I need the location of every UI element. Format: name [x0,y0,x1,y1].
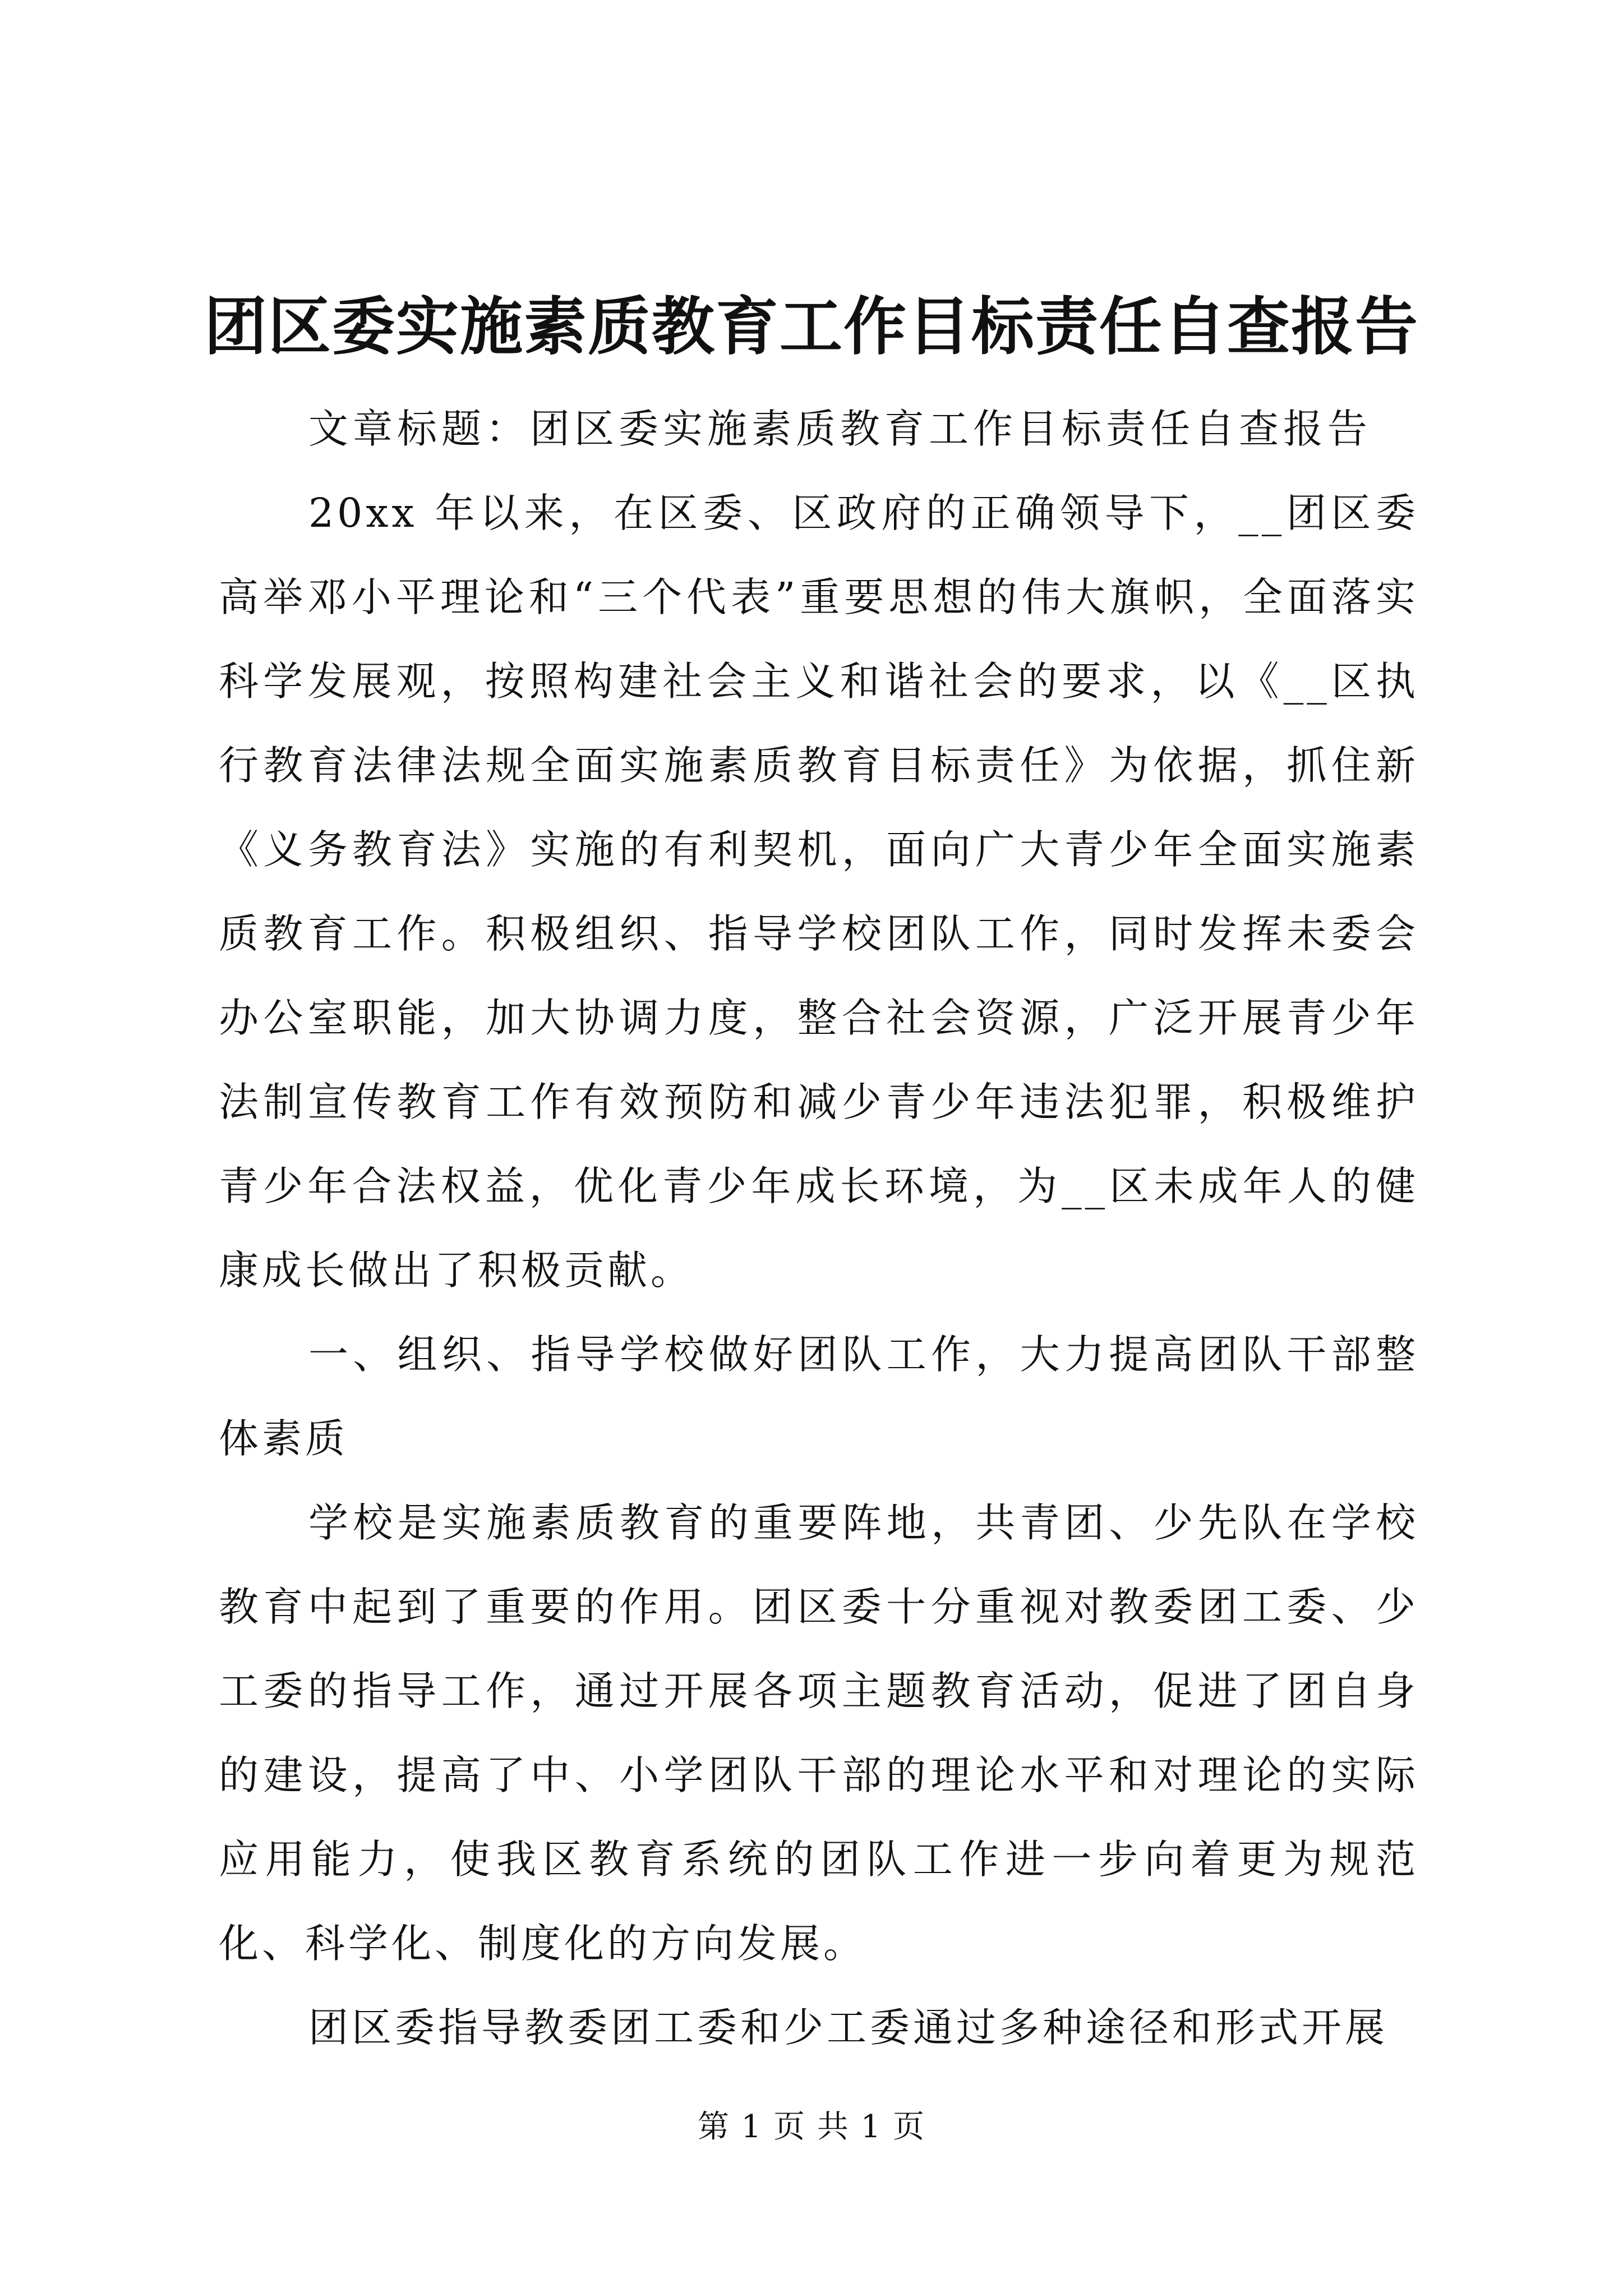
document-title: 团区委实施素质教育工作目标责任自查报告 [204,290,1419,364]
section-heading-1: 一、组织、指导学校做好团队工作，大力提高团队干部整体素质 [219,1331,1419,1462]
section-1-paragraph: 学校是实施素质教育的重要阵地，共青团、少先队在学校教育中起到了重要的作用。团区委十分重视对教委团工委、少工委的指导工作，通过开展各项主题教育活动，促进了团自身的建设，提高了中、小学团队干部的理论水平和对理论的实际应用能力，使我区教育系统的团队工作进一步向着更为规范化、科学化、制度化的方向发展。 [219,1499,1419,1967]
document-body [219,387,1419,2070]
intro-paragraph: 20xx 年以来，在区委、区政府的正确领导下，__团区委高举邓小平理论和“三个代表”重要思想的伟大旗帜，全面落实科学发展观，按照构建社会主义和谐社会的要求，以《__区执行教育法律法规全面实施素质教育目标责任》为依据，抓住新《义务教育法》实施的有利契机，面向广大青少年全面实施素质教育工作。积极组织、指导学校团队工作，同时发挥未委会办公室职能，加大协调力度，整合社会资源，广泛开展青少年法制宣传教育工作有效预防和减少青少年违法犯罪，积极维护青少年合法权益，优化青少年成长环境，为__区未成年人的健康成长做出了积极贡献。 [219,490,1419,1294]
page-footer: 第 1 页 共 1 页 [697,2109,926,2145]
article-title-line: 文章标题：团区委实施素质教育工作目标责任自查报告 [308,406,1372,452]
section-1-paragraph-continued: 团区委指导教委团工委和少工委通过多种途径和形式开展 [308,2004,1389,2051]
